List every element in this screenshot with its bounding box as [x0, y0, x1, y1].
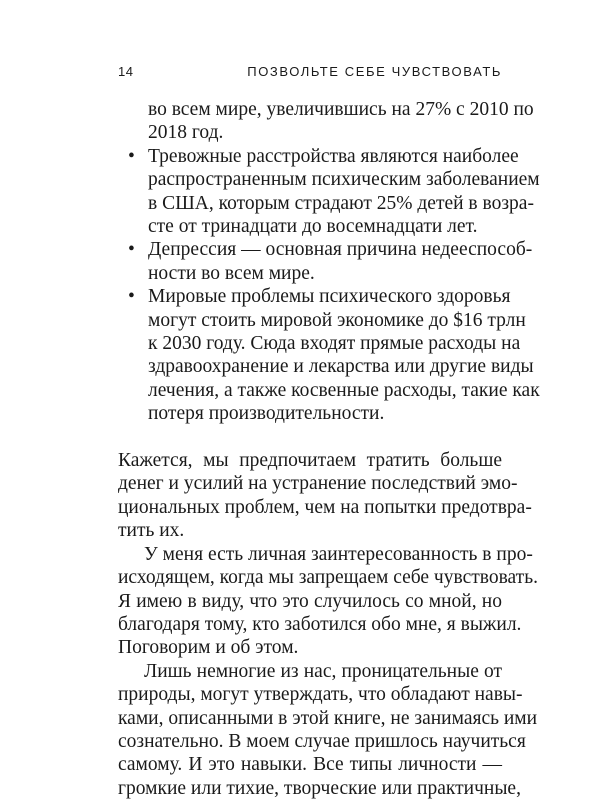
text-line: громкие или тихие, творческие или практичные,	[118, 777, 521, 799]
text-line: Депрессия — основная причина недееспособ-	[148, 239, 533, 261]
list-item	[118, 285, 540, 425]
text-line: Кажется, мы предпочитаем тратить больше	[118, 450, 502, 472]
page-number: 14	[118, 64, 134, 79]
text-line: во всем мире, увеличившись на 27% с 2010 по	[148, 99, 534, 120]
text-line: в США, которым страдают 25% детей в возра-	[148, 192, 534, 214]
text-line: Тревожные расстройства являются наиболее	[148, 145, 519, 167]
paragraph	[118, 449, 532, 543]
text-line: благодаря тому, кто заботился обо мне, я выжил.	[118, 613, 522, 635]
statistics-list	[118, 145, 540, 426]
text-line: сте от тринадцати до восемнадцати лет.	[148, 216, 478, 238]
section-gap	[118, 426, 502, 449]
text-line: У меня есть личная заинтересованность в про-	[144, 543, 533, 565]
text-line: распространенным психическим заболеванием	[148, 169, 540, 191]
bullet-icon: •	[128, 286, 135, 308]
paragraph	[118, 543, 538, 660]
list-item	[118, 145, 540, 239]
text-line: потеря производительности.	[148, 403, 385, 425]
list-item	[118, 238, 533, 285]
page-body	[118, 98, 540, 800]
text-line: Я имею в виду, что это случилось со мной, но	[118, 590, 502, 612]
text-line: Мировые проблемы психического здоровья	[148, 286, 511, 308]
text-line: исходящем, когда мы запрещаем себе чувствовать.	[118, 567, 538, 589]
text-line: Лишь немногие из нас, проницательные от	[144, 660, 502, 682]
paragraph	[118, 660, 538, 800]
running-title: ПОЗВОЛЬТЕ СЕБЕ ЧУВСТВОВАТЬ	[247, 64, 502, 79]
running-header	[118, 64, 502, 79]
text-line: тить их.	[118, 520, 185, 542]
text-line: ности во всем мире.	[148, 262, 315, 284]
text-line: сознательно. В моем случае пришлось научиться	[118, 730, 526, 752]
text-line: ками, описанными в этой книге, не занимаясь ими	[118, 707, 538, 729]
text-line: 2018 год.	[148, 122, 224, 144]
text-line: лечения, а также косвенные расходы, такие как	[148, 379, 540, 401]
text-line: здравоохранение и лекарства или другие виды	[148, 356, 534, 378]
text-line: денег и усилий на устранение последствий эмо-	[118, 473, 518, 495]
text-line: Поговорим и об этом.	[118, 637, 299, 659]
bullet-continuation	[118, 98, 534, 145]
text-line: могут стоить мировой экономике до $16 трлн	[148, 309, 526, 331]
text-line: природы, могут утверждать, что обладают навы-	[118, 684, 523, 706]
text-line: к 2030 году. Сюда входят прямые расходы на	[148, 333, 521, 355]
text-line: самому. И это навыки. Все типы личности —	[118, 754, 502, 776]
text-line: циональных проблем, чем на попытки предотвра-	[118, 496, 532, 518]
bullet-icon: •	[128, 145, 135, 167]
bullet-icon: •	[128, 239, 135, 261]
